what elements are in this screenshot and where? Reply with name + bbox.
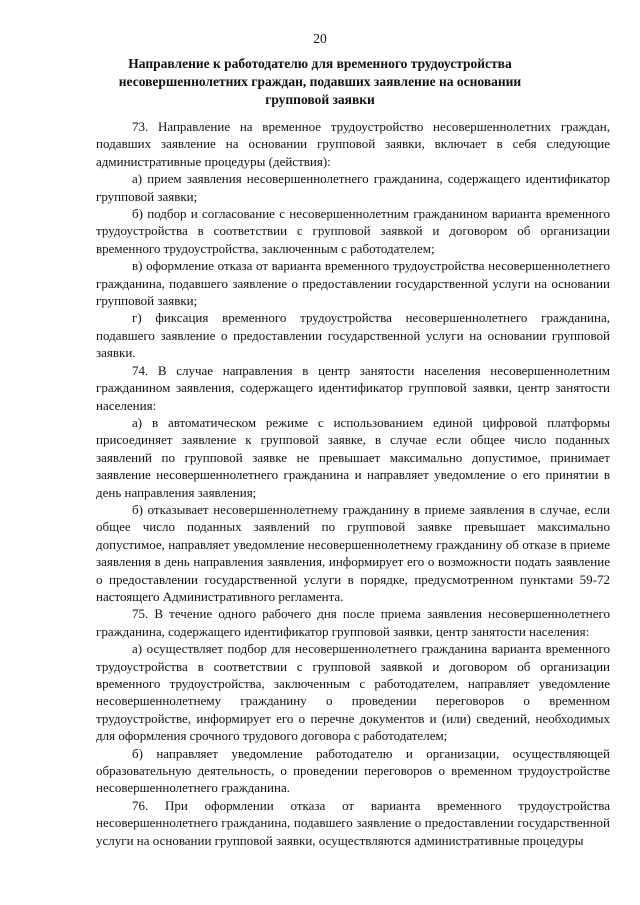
paragraph-73-g: г) фиксация временного трудоустройства несовершеннолетнего гражданина, подавшего заявление о предоставлении государственной услуги на основании групповой заявки. bbox=[96, 310, 610, 361]
paragraph-73-v: в) оформление отказа от варианта временного трудоустройства несовершеннолетнего гражданина, подавшего заявление о предоставлении государственной услуги на основании групповой заявки; bbox=[96, 258, 610, 309]
paragraph-75-a: а) осуществляет подбор для несовершеннолетнего гражданина варианта временного трудоустройства в соответствии с групповой заявкой и договором об организации временного трудоустройства, заключенным с работодателем, направляет уведомление несовершеннолетнему гражданину о проведении переговоров о временном трудоустройстве, информирует его о перечне документов и (или) сведений, необходимых для оформления срочного трудового договора с работодателем; bbox=[96, 641, 610, 744]
paragraph-73-b: б) подбор и согласование с несовершеннолетним гражданином варианта временного трудоустройства в соответствии с групповой заявкой и договором об организации временного трудоустройства, заключенным с работодателем; bbox=[96, 206, 610, 256]
paragraph-76: 76. При оформлении отказа от варианта временного трудоустройства несовершеннолетнего гражданина, подавшего заявление о предоставлении государственной услуги на основании групповой заявки, осуществляются административные процедуры bbox=[96, 797, 610, 848]
paragraph-74: 74. В случае направления в центр занятости населения несовершеннолетним гражданином заявления, содержащего идентификатор групповой заявки, центр занятости населения: bbox=[96, 362, 610, 413]
paragraph-73: 73. Направление на временное трудоустройство несовершеннолетних граждан, подавших заявление на основании групповой заявки, включает в себя следующие административные процедуры (действия): bbox=[96, 119, 610, 169]
paragraph-74-a: а) в автоматическом режиме с использованием единой цифровой платформы присоединяет заявление к групповой заявке, в случае если общее число поданных заявлений по групповой заявке не превышает максимально допустимое, принимает заявление несовершеннолетнего гражданина и направляет уведомление о его принятии в день направления заявления; bbox=[96, 414, 610, 500]
page-number: 20 bbox=[313, 31, 327, 46]
paragraph-74-b: б) отказывает несовершеннолетнему гражданину в приеме заявления в случае, если общее число поданных заявлений по групповой заявке превышает максимально допустимое, направляет уведомление несовершеннолетнему гражданину об отказе в приеме заявления в день направления заявления, информирует его о возможности подать заявление о предоставлении государственной услуги в порядке, предусмотренном пунктами 59-72 настоящего Административного регламента. bbox=[96, 501, 610, 604]
paragraph-75: 75. В течение одного рабочего дня после приема заявления несовершеннолетнего гражданина, содержащего идентификатор групповой заявки, центр занятости населения: bbox=[96, 606, 610, 639]
section-heading: Направление к работодателю для временного трудоустройства несовершеннолетних граждан, подавших заявление на основании групповой заявки bbox=[118, 56, 522, 107]
body-text bbox=[96, 118, 610, 849]
paragraph-73-a: а) прием заявления несовершеннолетнего гражданина, содержащего идентификатор групповой заявки; bbox=[96, 171, 610, 204]
paragraph-75-b: б) направляет уведомление работодателю и организации, осуществляющей образовательную деятельность, о проведении переговоров о временном трудоустройстве несовершеннолетнего гражданина. bbox=[96, 745, 610, 796]
